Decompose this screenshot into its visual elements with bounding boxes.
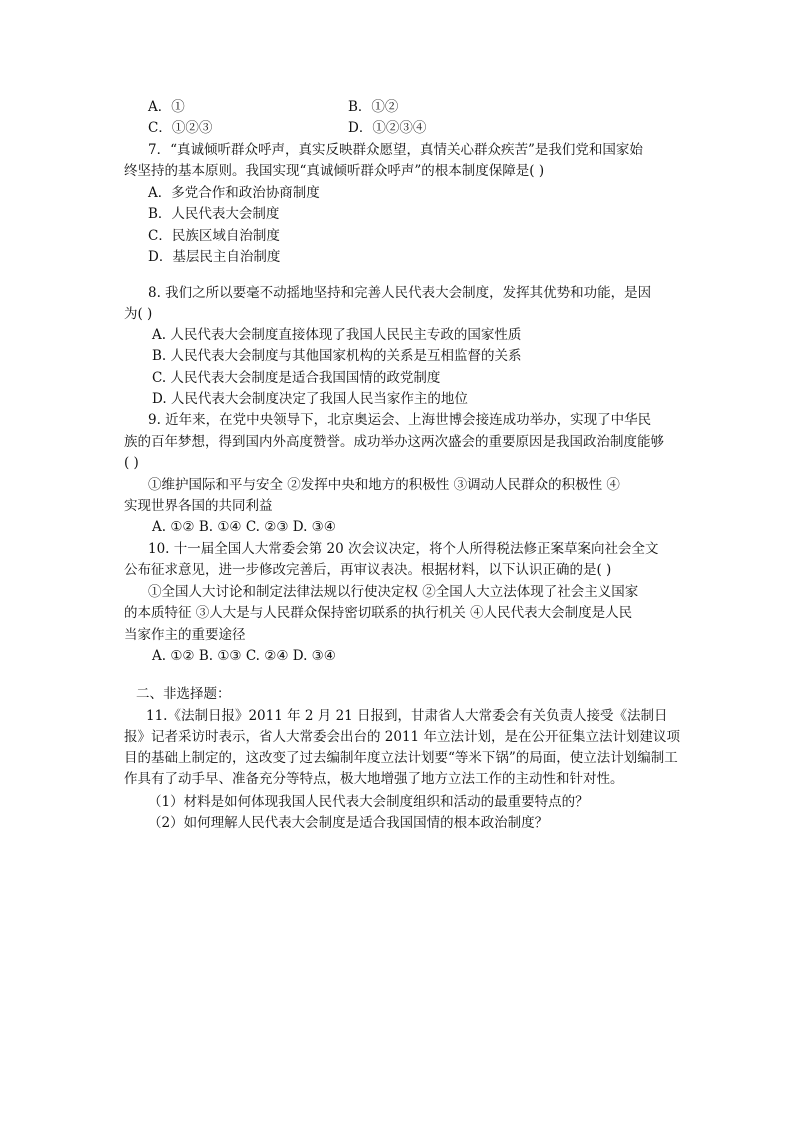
q10-items-line2: 的本质特征 ③人大是与人民群众保持密切联系的执行机关 ④人民代表大会制度是人民 — [124, 605, 633, 621]
q7-option-d: D．基层民主自治制度 — [148, 249, 281, 265]
q8-option-a: A. 人民代表大会制度直接体现了我国人民民主专政的国家性质 — [152, 327, 522, 343]
q6-option-a: A．① — [148, 99, 185, 115]
q6-option-d: D．①②③④ — [348, 120, 427, 136]
q6-option-c: C．①②③ — [148, 120, 213, 136]
q9-stem-line2: 族的百年梦想，得到国内外高度赞誉。成功举办这两次盛会的重要原因是我国政治制度能够 — [124, 434, 664, 450]
q8-option-c: C. 人民代表大会制度是适合我国国情的政党制度 — [152, 370, 441, 386]
q8-stem-line1: 8. 我们之所以要毫不动摇地坚持和完善人民代表大会制度，发挥其优势和功能，是因 — [148, 285, 652, 301]
q7-stem-line2: 终坚持的基本原则。我国实现“真诚倾听群众呼声”的根本制度保障是( ) — [124, 163, 545, 179]
q11-sub-question-2: （2）如何理解人民代表大会制度是适合我国国情的根本政治制度？ — [148, 815, 549, 831]
q10-options: A. ①② B. ①③ C. ②④ D. ③④ — [152, 648, 336, 664]
q11-sub-question-1: （1）材料是如何体现我国人民代表大会制度组织和活动的最重要特点的？ — [148, 794, 589, 810]
q9-options: A. ①② B. ①④ C. ②③ D. ③④ — [152, 519, 336, 535]
q8-option-d: D. 人民代表大会制度决定了我国人民当家作主的地位 — [152, 391, 468, 407]
q8-option-b: B. 人民代表大会制度与其他国家机构的关系是互相监督的关系 — [152, 348, 522, 364]
q9-items-line2: 实现世界各国的共同利益 — [124, 498, 273, 514]
q9-stem-line1: 9. 近年来，在党中央领导下，北京奥运会、上海世博会接连成功举办，实现了中华民 — [148, 412, 652, 428]
q8-stem-line2: 为( ) — [124, 306, 153, 322]
q10-stem-line2: 公布征求意见，进一步修改完善后，再审议表决。根据材料，以下认识正确的是( ) — [124, 562, 612, 578]
q7-option-a: A．多党合作和政治协商制度 — [148, 185, 320, 201]
q6-option-b: B．①② — [348, 99, 399, 115]
q10-items-line1: ①全国人大讨论和制定法律法规以行使决定权 ②全国人大立法体现了社会主义国家 — [148, 584, 639, 600]
q7-option-c: C．民族区域自治制度 — [148, 228, 280, 244]
q7-stem-line1: 7．“真诚倾听群众呼声，真实反映群众愿望，真情关心群众疾苦”是我们党和国家始 — [148, 142, 643, 158]
q10-stem-line1: 10. 十一届全国人大常委会第 20 次会议决定，将个人所得税法修正案草案向社会全文 — [148, 541, 659, 557]
q11-material: 11.《法制日报》2011 年 2 月 21 日报到，甘肃省人大常委会有关负责人接受《法制日报》记者采访时表示，省人大常委会出台的 2011 年立法计划，是在公开征集立法计划建议项目的基础上制定的，这改变了过去编制年度立法计划要“等米下锅”的局面，使立法计划编制工作具有了动手早、准备充分等特点，极大地增强了地方立法工作的主动性和针对性。 — [124, 708, 680, 787]
q9-items-line1: ①维护国际和平与安全 ②发挥中央和地方的积极性 ③调动人民群众的积极性 ④ — [148, 477, 620, 493]
q7-option-b: B．人民代表大会制度 — [148, 206, 280, 222]
q10-items-line3: 当家作主的重要途径 — [124, 627, 246, 643]
section-heading: 二、非选择题： — [136, 686, 231, 702]
q9-stem-line3: ( ) — [124, 455, 139, 471]
